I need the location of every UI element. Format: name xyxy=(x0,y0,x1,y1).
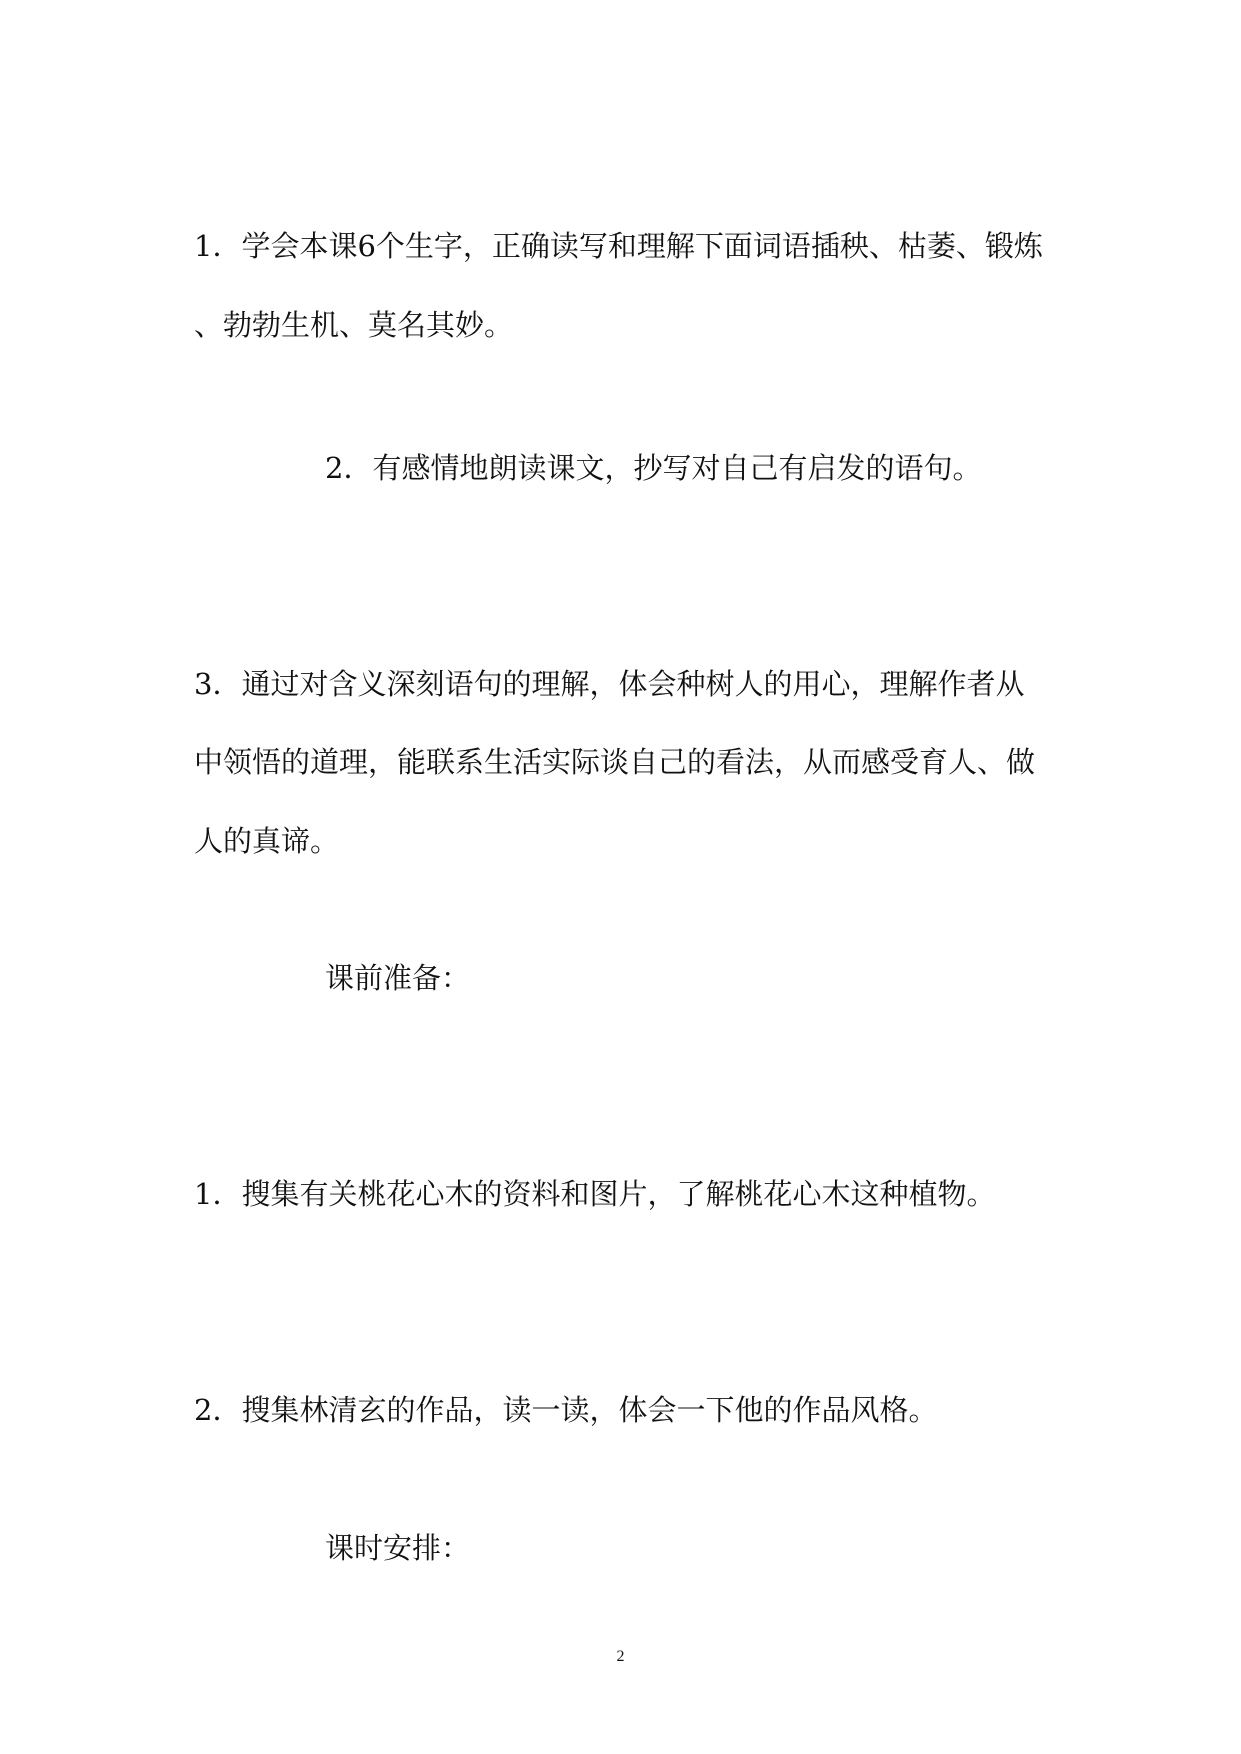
objective-3-line-1: 3．通过对含义深刻语句的理解，体会种树人的用心，理解作者从 xyxy=(194,667,1025,701)
objective-1-line-1: 1．学会本课6个生字，正确读写和理解下面词语插秧、枯萎、锻炼 xyxy=(194,229,1043,263)
preparation-item-2: 2．搜集林清玄的作品，读一读，体会一下他的作品风格。 xyxy=(194,1393,938,1427)
preparation-item-1: 1．搜集有关桃花心木的资料和图片，了解桃花心木这种植物。 xyxy=(194,1177,996,1211)
objective-1-line-2: 、勃勃生机、莫名其妙。 xyxy=(194,308,514,342)
objective-2-line-1: 2．有感情地朗读课文，抄写对自己有启发的语句。 xyxy=(325,451,982,485)
page-number: 2 xyxy=(616,1648,625,1665)
objective-3-line-2: 中领悟的道理，能联系生活实际谈自己的看法，从而感受育人、做 xyxy=(194,745,1036,779)
objective-3-line-3: 人的真谛。 xyxy=(194,824,340,858)
schedule-heading: 课时安排： xyxy=(325,1531,471,1565)
preparation-heading: 课前准备： xyxy=(325,961,471,995)
